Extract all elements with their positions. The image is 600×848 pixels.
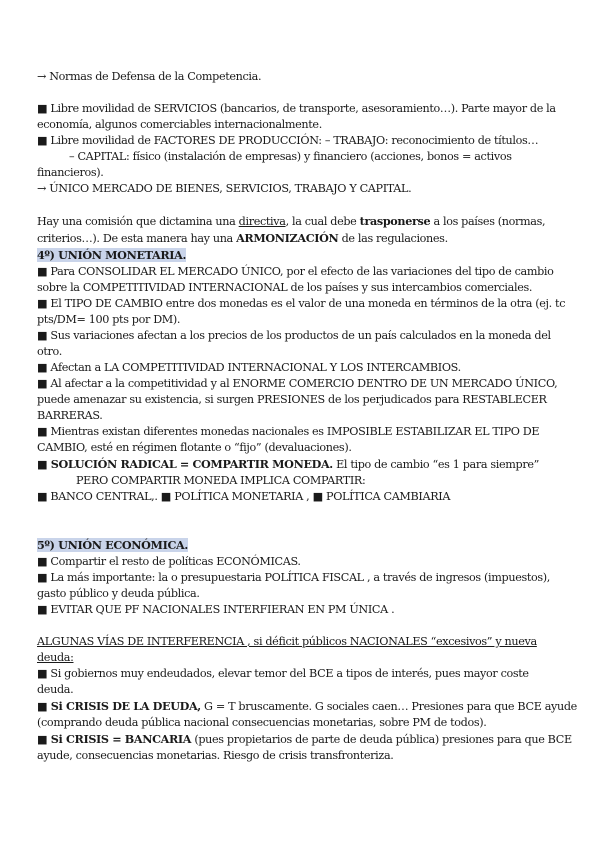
s4-line: ■ Mientras existan diferentes monedas nacionales es IMPOSIBLE ESTABILIZAR EL TIPO DE	[37, 425, 540, 438]
radical-solution-line	[37, 456, 567, 473]
text-run: , la cual debe	[285, 215, 360, 228]
int-line: (comprando deuda pública nacional consecuencias monetarias, sobre PM de todos).	[37, 716, 487, 729]
debt-crisis-line	[37, 698, 577, 715]
services-line-1: ■ Libre movilidad de SERVICIOS (bancarios, de transporte, asesoramiento…). Parte mayor de la	[37, 102, 556, 115]
factors-line-1: ■ Libre movilidad de FACTORES DE PRODUCCIÓN: – TRABAJO: reconocimiento de títulos…	[37, 134, 539, 147]
text-run: (pues propietarios de parte de deuda pública) presiones para que BCE	[191, 733, 572, 746]
text-run: G = T bruscamente. G sociales caen… Presiones para que BCE ayude	[200, 700, 577, 713]
document-page	[37, 69, 577, 764]
section-5-heading	[37, 537, 567, 554]
s4-line: puede amenazar su existencia, si surgen PRESIONES de los perjudicados para RESTABLECER	[37, 393, 547, 406]
transpose-term: trasponerse	[359, 214, 431, 228]
int-line: deuda.	[37, 683, 74, 696]
interference-heading-2: deuda:	[37, 651, 74, 664]
text-run: El tipo de cambio “es 1 para siempre”	[332, 458, 539, 471]
s4-line: ■ Al afectar a la competitividad y al ENORME COMERCIO DENTRO DE UN MERCADO ÚNICO,	[37, 377, 558, 390]
directive-line-1	[37, 213, 567, 230]
s4-line: BARRERAS.	[37, 409, 103, 422]
radical-solution-text: ■ SOLUCIÓN RADICAL = COMPARTIR MONEDA.	[37, 457, 333, 471]
int-line: ayude, consecuencias monetarias. Riesgo de crisis transfronteriza.	[37, 749, 394, 762]
s4-line: otro.	[37, 345, 62, 358]
factors-line-2: – CAPITAL: físico (instalación de empresas) y financiero (acciones, bonos = activos	[69, 150, 512, 163]
interference-heading-1: ALGUNAS VÍAS DE INTERFERENCIA , si déficit públicos NACIONALES “excesivos” y nueva	[37, 635, 537, 648]
s4-line: ■ Para CONSOLIDAR EL MERCADO ÚNICO, por el efecto de las variaciones del tipo de cambio	[37, 265, 554, 278]
s4-line: ■ BANCO CENTRAL,. ■ POLÍTICA MONETARIA , ■ POLÍTICA CAMBIARIA	[37, 490, 451, 503]
services-line-2: economía, algunos comerciables internacionalmente.	[37, 118, 322, 131]
bank-crisis-line	[37, 731, 572, 748]
int-line: ■ Si gobiernos muy endeudados, elevar temor del BCE a tipos de interés, pues mayor coste	[37, 667, 529, 680]
single-market-line: → ÚNICO MERCADO DE BIENES, SERVICIOS, TRABAJO Y CAPITAL.	[37, 182, 412, 195]
s4-line: ■ Afectan a LA COMPETITIVIDAD INTERNACIONAL Y LOS INTERCAMBIOS.	[37, 361, 461, 374]
text-run: de las regulaciones.	[338, 232, 448, 245]
s5-line: gasto público y deuda pública.	[37, 587, 200, 600]
debt-crisis-text: ■ Si CRISIS DE LA DEUDA,	[37, 699, 201, 713]
directive-line-2	[37, 230, 567, 247]
s4-line: pts/DM= 100 pts por DM).	[37, 313, 181, 326]
text-run: Hay una comisión que dictamina una	[37, 215, 239, 228]
s4-line: sobre la COMPETITIVIDAD INTERNACIONAL de los países y sus intercambios comerciales.	[37, 281, 533, 294]
s5-line: ■ EVITAR QUE PF NACIONALES INTERFIERAN EN PM ÚNICA .	[37, 603, 395, 616]
factors-line-3: financieros).	[37, 166, 104, 179]
bank-crisis-text: ■ Si CRISIS = BANCARIA	[37, 732, 192, 746]
text-run: criterios…). De esta manera hay una	[37, 232, 237, 245]
s4-line: ■ Sus variaciones afectan a los precios de los productos de un país calculados en la moneda del	[37, 329, 551, 342]
s5-line: ■ Compartir el resto de políticas ECONÓMICAS.	[37, 555, 301, 568]
text-run: a los países (normas,	[430, 215, 546, 228]
section-4-heading-text: 4º) UNIÓN MONETARIA.	[37, 248, 187, 262]
s4-line: CAMBIO, esté en régimen flotante o “fijo” (devaluaciones).	[37, 441, 352, 454]
spacer	[37, 197, 567, 213]
s5-line: ■ La más importante: la o presupuestaria POLÍTICA FISCAL , a través de ingresos (impuestos),	[37, 571, 551, 584]
section-5-heading-text: 5º) UNIÓN ECONÓMICA.	[37, 538, 188, 552]
directive-term: directiva	[238, 215, 286, 228]
s4-line: PERO COMPARTIR MONEDA IMPLICA COMPARTIR:	[76, 474, 366, 487]
spacer	[37, 85, 567, 101]
s4-line: ■ El TIPO DE CAMBIO entre dos monedas es el valor de una moneda en términos de la otra (ej. tc	[37, 297, 566, 310]
section-4-heading	[37, 247, 567, 264]
spacer	[37, 505, 567, 537]
harmonization-term: ARMONIZACIÓN	[236, 231, 339, 245]
spacer	[37, 618, 567, 634]
competition-rules-line: → Normas de Defensa de la Competencia.	[37, 70, 262, 83]
